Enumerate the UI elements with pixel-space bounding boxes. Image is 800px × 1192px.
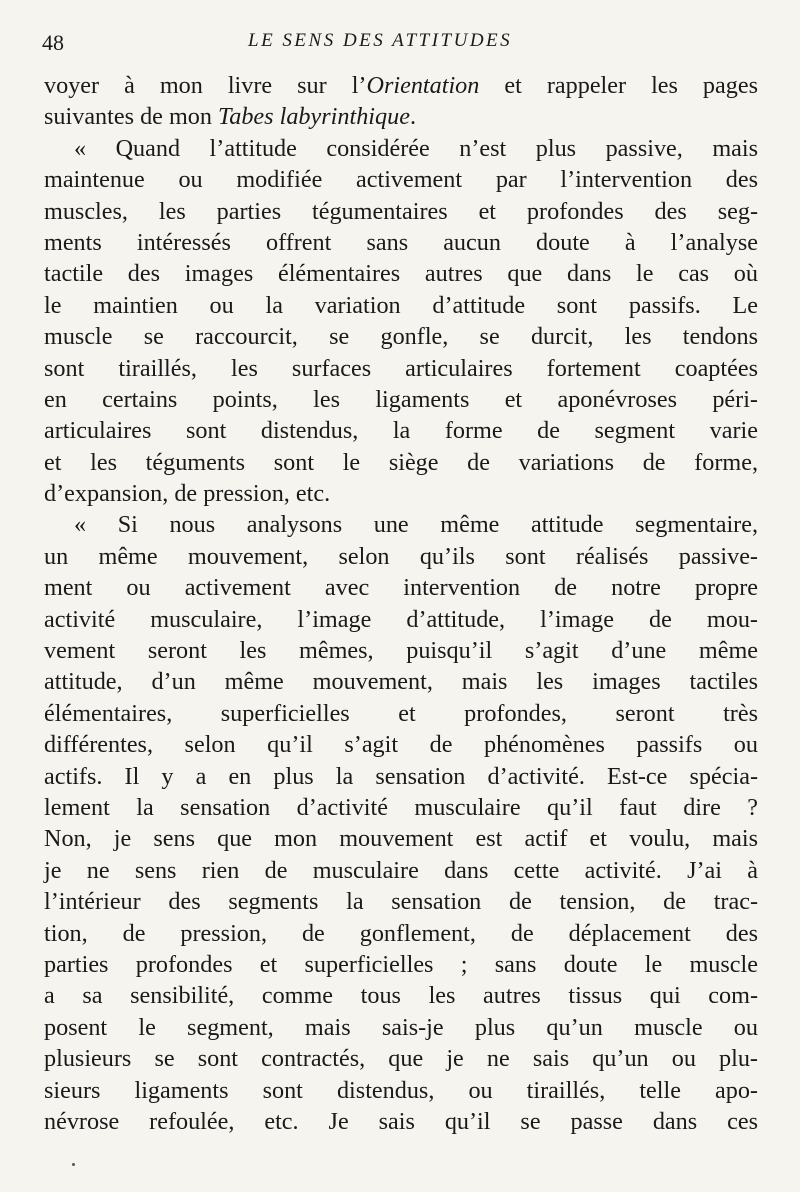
text-line bbox=[44, 164, 758, 195]
text-run: en certains points, les ligaments et aponévroses péri- bbox=[44, 385, 758, 413]
running-head bbox=[42, 30, 758, 60]
text-run: articulaires sont distendus, la forme de segment varie bbox=[44, 417, 758, 445]
text-line bbox=[44, 133, 758, 164]
paper-speck bbox=[72, 1163, 75, 1166]
text-run: différentes, selon qu’il s’agit de phénomènes passifs ou bbox=[44, 731, 758, 759]
text-line bbox=[44, 886, 758, 917]
text-line bbox=[44, 635, 758, 666]
text-line bbox=[44, 384, 758, 415]
text-line bbox=[44, 1012, 758, 1043]
text-run: vement seront les mêmes, puisqu’il s’agit d’une même bbox=[44, 637, 758, 665]
text-run: tactile des images élémentaires autres que dans le cas où bbox=[44, 260, 758, 288]
text-line bbox=[44, 761, 758, 792]
text-run: je ne sens rien de musculaire dans cette activité. J’ai à bbox=[44, 856, 758, 884]
page-number: 48 bbox=[42, 30, 64, 55]
text-run: d’expansion, de pression, etc. bbox=[44, 480, 331, 508]
text-run: attitude, d’un même mouvement, mais les images tactiles bbox=[44, 668, 758, 696]
text-run: plusieurs se sont contractés, que je ne sais qu’un ou plu- bbox=[44, 1045, 758, 1073]
text-line bbox=[44, 415, 758, 446]
text-line bbox=[44, 227, 758, 258]
text-run: élémentaires, superficielles et profondes, seront très bbox=[44, 699, 758, 727]
text-line bbox=[44, 353, 758, 384]
text-run: a sa sensibilité, comme tous les autres tissus qui com- bbox=[44, 982, 758, 1010]
text-line bbox=[44, 1043, 758, 1074]
text-line bbox=[44, 1075, 758, 1106]
text-line bbox=[44, 855, 758, 886]
text-line bbox=[44, 729, 758, 760]
text-run: « Quand l’attitude considérée n’est plus passive, mais bbox=[74, 134, 758, 162]
text-run: voyer à mon livre sur l’ bbox=[44, 72, 367, 99]
text-line bbox=[44, 258, 758, 289]
text-line bbox=[44, 290, 758, 321]
text-run: . bbox=[409, 103, 416, 131]
text-line bbox=[44, 1106, 758, 1137]
text-run: ments intéressés offrent sans aucun doute à l’analyse bbox=[44, 228, 758, 256]
text-run: actifs. Il y a en plus la sensation d’activité. Est-ce spécia- bbox=[44, 762, 758, 790]
text-run: posent le segment, mais sais-je plus qu’un muscle ou bbox=[44, 1013, 758, 1041]
text-line bbox=[44, 101, 758, 132]
text-line bbox=[44, 572, 758, 603]
text-run: sieurs ligaments sont distendus, ou tiraillés, telle apo- bbox=[44, 1076, 758, 1104]
text-line bbox=[44, 478, 758, 509]
text-line bbox=[44, 918, 758, 949]
text-run: maintenue ou modifiée activement par l’intervention des bbox=[44, 166, 758, 194]
text-line bbox=[44, 792, 758, 823]
text-line bbox=[44, 541, 758, 572]
text-run: Non, je sens que mon mouvement est actif et voulu, mais bbox=[44, 825, 758, 853]
text-line bbox=[44, 980, 758, 1011]
text-run: névrose refoulée, etc. Je sais qu’il se passe dans ces bbox=[44, 1107, 758, 1135]
text-run: muscles, les parties tégumentaires et profondes des seg- bbox=[44, 197, 758, 225]
text-run: muscle se raccourcit, se gonfle, se durcit, les tendons bbox=[44, 323, 758, 351]
text-run: sont tiraillés, les surfaces articulaires fortement coaptées bbox=[44, 354, 758, 382]
text-run: et rappeler les pages bbox=[479, 72, 759, 99]
body-text bbox=[44, 70, 758, 1137]
text-line bbox=[44, 823, 758, 854]
text-line bbox=[44, 70, 758, 101]
text-run: le maintien ou la variation d’attitude sont passifs. Le bbox=[44, 291, 758, 319]
text-run: activité musculaire, l’image d’attitude, l’image de mou- bbox=[44, 605, 758, 633]
text-line bbox=[44, 949, 758, 980]
text-line bbox=[44, 666, 758, 697]
text-run: lement la sensation d’activité musculaire qu’il faut dire ? bbox=[44, 793, 758, 821]
text-line bbox=[44, 321, 758, 352]
text-line bbox=[44, 447, 758, 478]
text-run: suivantes de mon bbox=[44, 103, 218, 131]
text-run: ment ou activement avec intervention de notre propre bbox=[44, 574, 758, 602]
text-run: et les téguments sont le siège de variations de forme, bbox=[44, 448, 758, 476]
text-run: un même mouvement, selon qu’ils sont réalisés passive- bbox=[44, 542, 758, 570]
text-run: l’intérieur des segments la sensation de tension, de trac- bbox=[44, 888, 758, 916]
text-run: « Si nous analysons une même attitude segmentaire, bbox=[74, 511, 758, 539]
text-run: parties profondes et superficielles ; sans doute le muscle bbox=[44, 950, 758, 978]
text-line bbox=[44, 196, 758, 227]
text-line bbox=[44, 509, 758, 540]
text-line bbox=[44, 604, 758, 635]
italic-title: Orientation bbox=[366, 72, 480, 99]
running-title: LE SENS DES ATTITUDES bbox=[248, 30, 513, 51]
text-line bbox=[44, 698, 758, 729]
text-run: tion, de pression, de gonflement, de déplacement des bbox=[44, 919, 758, 947]
italic-title: Tabes labyrinthique bbox=[218, 103, 410, 131]
